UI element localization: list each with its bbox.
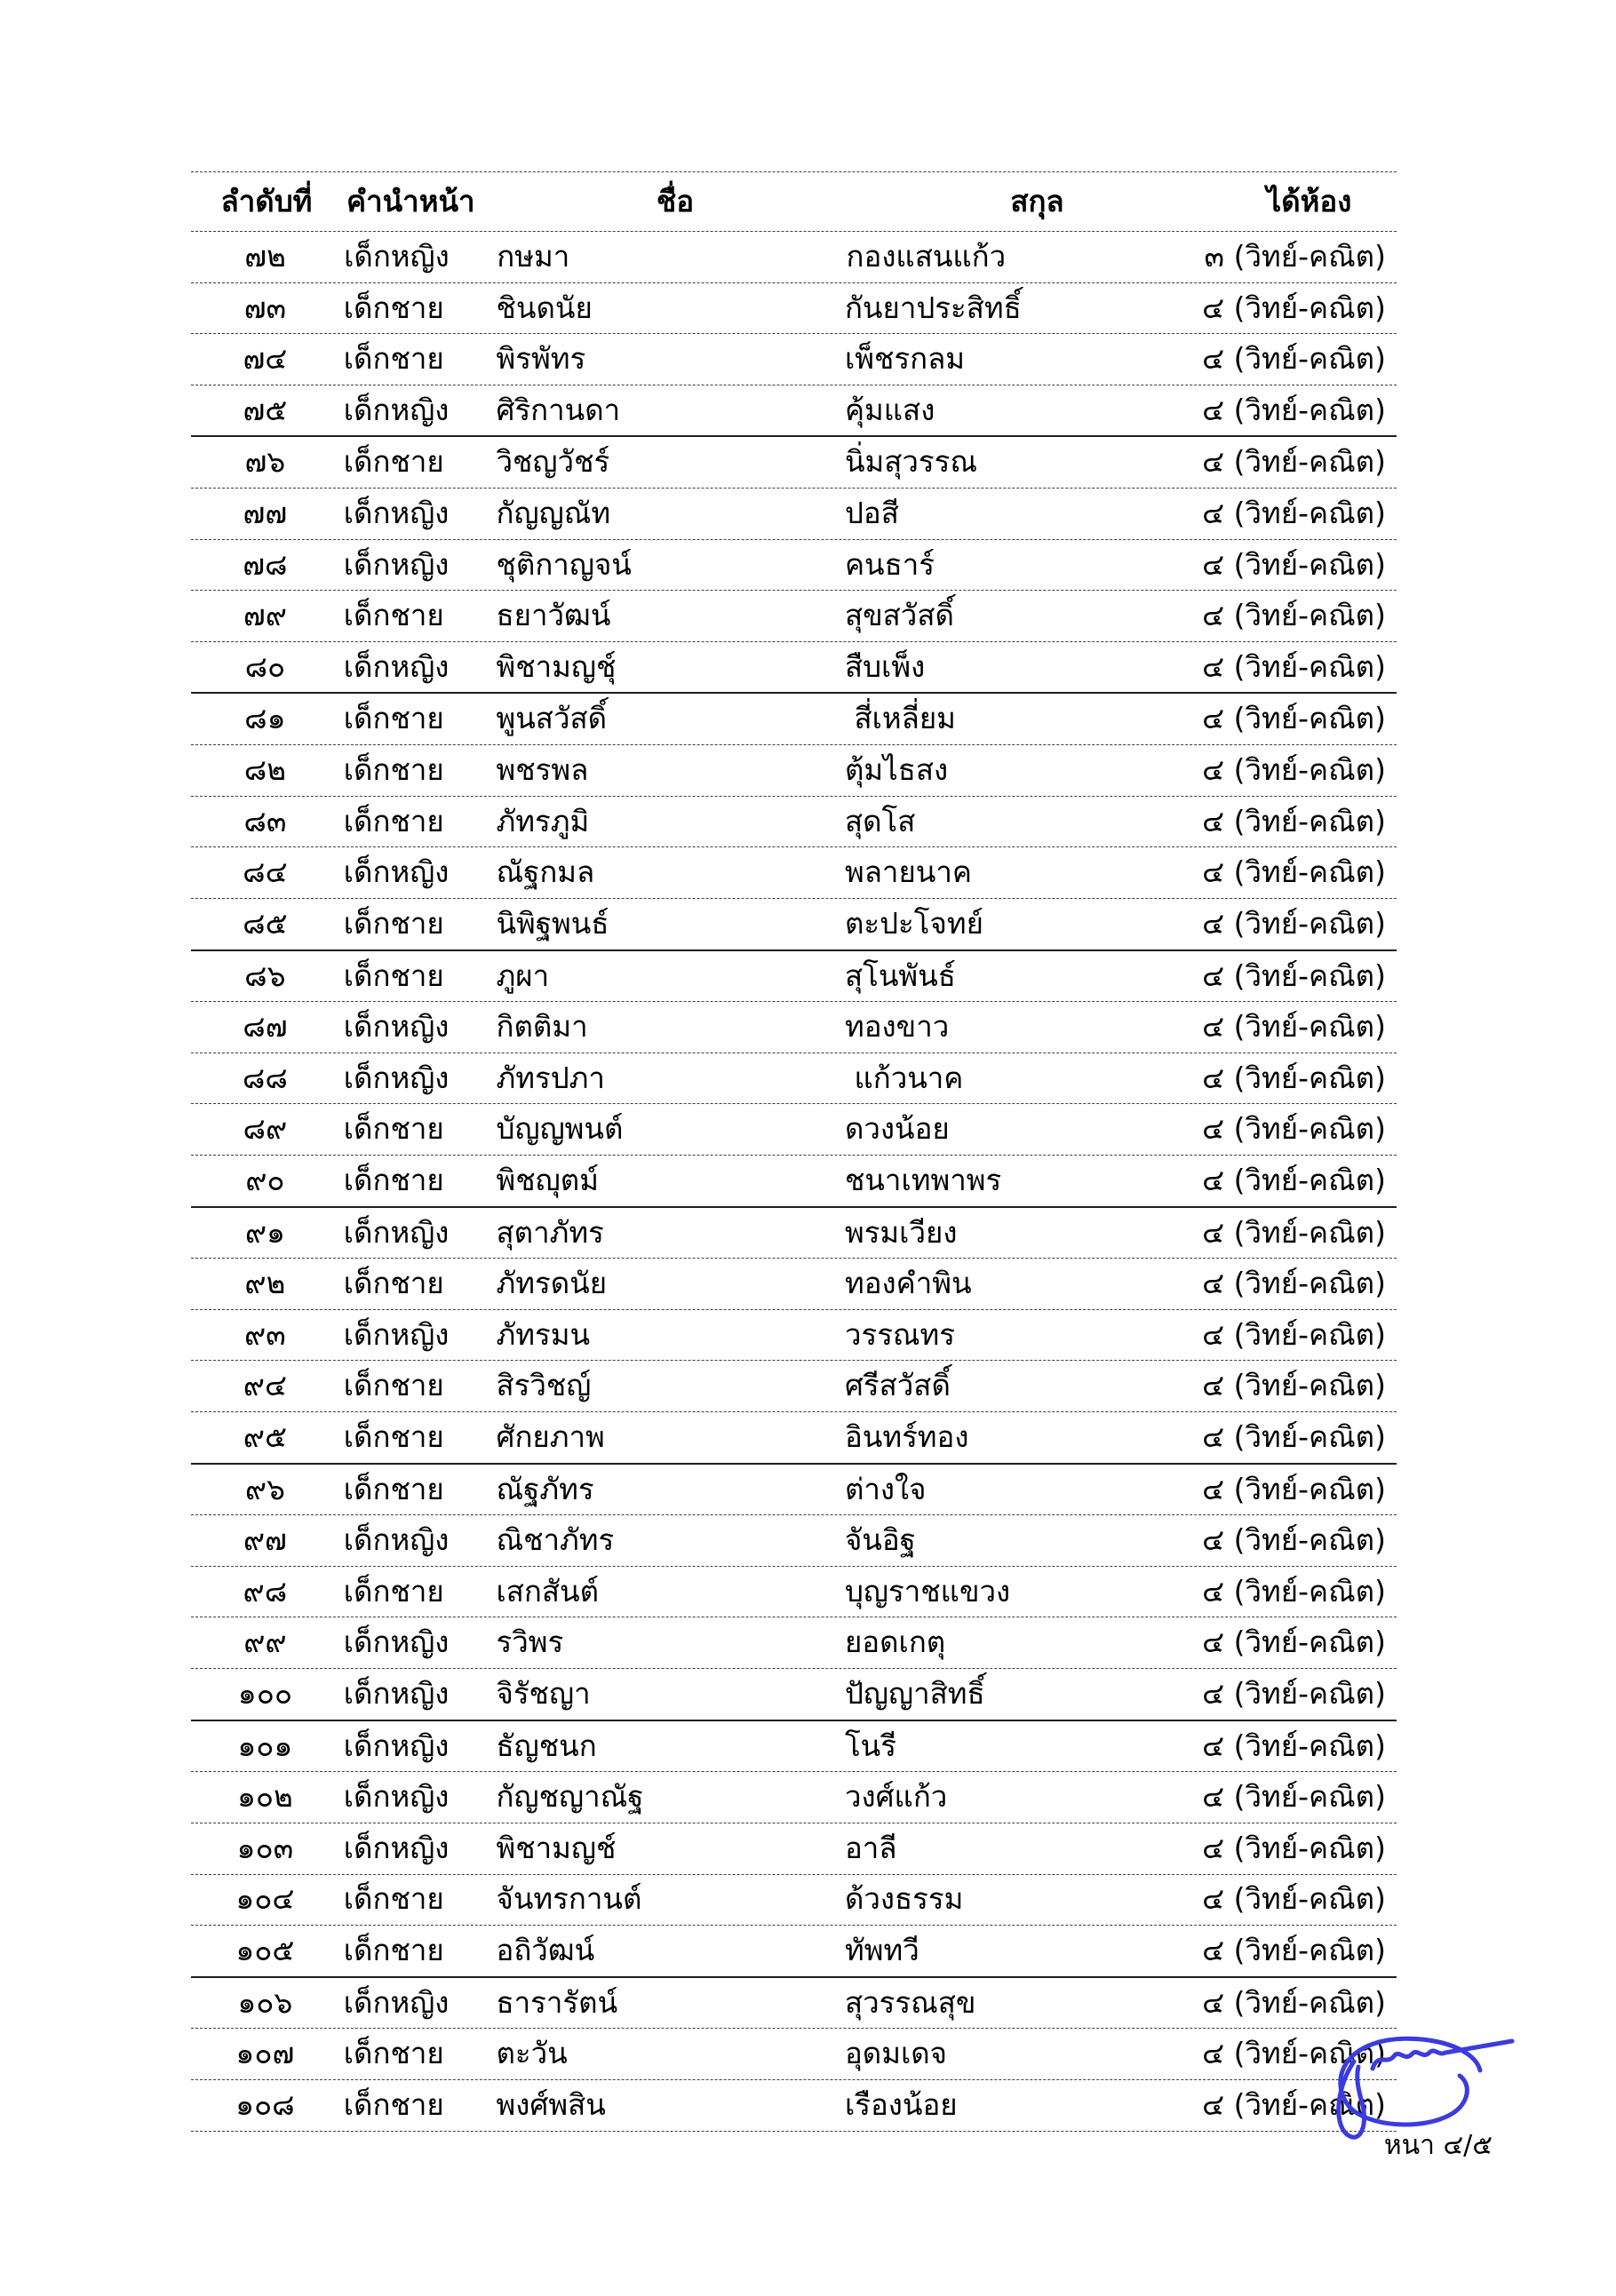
prefix-cell: เด็กชาย <box>343 1419 444 1454</box>
room-cell: ๔ (วิทย์-คณิต) <box>1202 1419 1386 1454</box>
prefix-cell: เด็กชาย <box>343 701 444 736</box>
table-row <box>191 283 1397 335</box>
surname-cell: สุขสวัสดิ์ <box>844 598 954 633</box>
first-name-cell: ธัญชนก <box>496 1728 597 1763</box>
first-name-cell: จิรัชญา <box>496 1676 591 1712</box>
prefix-cell: เด็กชาย <box>343 341 444 377</box>
surname-cell: ยอดเกตุ <box>844 1625 946 1660</box>
room-cell: ๔ (วิทย์-คณิต) <box>1202 598 1386 633</box>
row-number-cell: ๑๐๗ <box>235 2036 295 2071</box>
prefix-cell: เด็กชาย <box>343 905 444 941</box>
table-row <box>191 540 1397 592</box>
table-row <box>191 1412 1397 1465</box>
table-row <box>191 1875 1397 1927</box>
table-row <box>191 847 1397 899</box>
room-cell: ๔ (วิทย์-คณิต) <box>1202 701 1386 736</box>
prefix-cell: เด็กชาย <box>343 752 444 788</box>
room-cell: ๔ (วิทย์-คณิต) <box>1202 854 1386 890</box>
room-cell: ๔ (วิทย์-คณิต) <box>1202 2086 1386 2122</box>
row-number-cell: ๘๗ <box>243 1009 288 1045</box>
room-cell: ๔ (วิทย์-คณิต) <box>1202 1881 1386 1917</box>
room-cell: ๔ (วิทย์-คณิต) <box>1202 648 1386 684</box>
row-number-cell: ๗๔ <box>243 341 288 377</box>
prefix-cell: เด็กหญิง <box>343 546 450 582</box>
row-number-cell: ๑๐๒ <box>236 1779 293 1815</box>
surname-cell: อาลี <box>844 1830 897 1865</box>
prefix-cell: เด็กชาย <box>343 1266 444 1301</box>
row-number-cell: ๘๓ <box>243 803 287 838</box>
row-number-cell: ๗๗ <box>243 496 288 531</box>
first-name-cell: กษมา <box>497 238 570 274</box>
row-number-cell: ๑๐๓ <box>236 1830 294 1865</box>
table-row <box>191 1259 1397 1310</box>
first-name-cell: ศิริกานดา <box>496 392 621 427</box>
surname-cell: สุโนพันธ์ <box>844 957 956 993</box>
row-number-cell: ๘๕ <box>243 905 288 941</box>
prefix-cell: เด็กหญิง <box>343 648 450 684</box>
table-row <box>191 1978 1397 2030</box>
prefix-cell: เด็กชาย <box>343 290 444 325</box>
prefix-cell: เด็กหญิง <box>343 1676 450 1712</box>
prefix-cell: เด็กชาย <box>343 444 444 480</box>
first-name-cell: สิรวิชญ์ <box>496 1368 592 1403</box>
surname-cell: ชนาเทพาพร <box>844 1162 1002 1197</box>
first-name-cell: พิชามญช์ <box>496 1830 617 1865</box>
surname-cell: ตะปะโจทย์ <box>844 905 983 941</box>
room-cell: ๔ (วิทย์-คณิต) <box>1202 803 1386 838</box>
prefix-cell: เด็กชาย <box>343 1573 444 1609</box>
surname-cell: พลายนาค <box>844 854 972 890</box>
prefix-cell: เด็กหญิง <box>343 1522 450 1558</box>
prefix-cell: เด็กหญิง <box>343 1625 450 1660</box>
room-cell: ๓ (วิทย์-คณิต) <box>1204 238 1386 274</box>
first-name-cell: ธยาวัฒน์ <box>496 598 611 633</box>
first-name-cell: ภัทรปภา <box>496 1060 605 1095</box>
surname-cell: ศรีสวัสดิ์ <box>844 1368 951 1403</box>
room-cell: ๔ (วิทย์-คณิต) <box>1202 546 1386 582</box>
table-row <box>191 1465 1397 1516</box>
row-number-cell: ๘๘ <box>242 1060 288 1095</box>
prefix-cell: เด็กหญิง <box>343 1728 450 1763</box>
surname-cell: ต่างใจ <box>844 1471 927 1506</box>
table-row <box>191 1310 1397 1362</box>
student-table <box>191 171 1397 2132</box>
room-cell: ๔ (วิทย์-คณิต) <box>1202 290 1386 325</box>
row-number-cell: ๘๑ <box>244 701 286 736</box>
first-name-cell: บัญญพนต์ <box>496 1111 624 1147</box>
first-name-cell: ณัฐภัทร <box>496 1471 594 1506</box>
first-name-cell: ณัฐกมล <box>496 854 595 890</box>
first-name-cell: ณิชาภัทร <box>496 1522 615 1558</box>
surname-cell: ด้วงธรรม <box>844 1881 964 1917</box>
surname-cell: คนธาร์ <box>844 546 935 582</box>
row-number-cell: ๙๗ <box>243 1522 287 1558</box>
table-row <box>191 489 1397 540</box>
table-row <box>191 334 1397 385</box>
row-number-cell: ๗๕ <box>243 392 288 427</box>
surname-cell: แก้วนาค <box>844 1060 964 1095</box>
surname-cell: วรรณทร <box>844 1316 956 1352</box>
prefix-cell: เด็กชาย <box>343 957 444 993</box>
room-cell: ๔ (วิทย์-คณิต) <box>1202 1368 1386 1403</box>
column-header-room: ได้ห้อง <box>1266 183 1352 218</box>
prefix-cell: เด็กหญิง <box>344 238 450 274</box>
prefix-cell: เด็กชาย <box>343 1881 444 1917</box>
room-cell: ๔ (วิทย์-คณิต) <box>1202 1573 1386 1609</box>
prefix-cell: เด็กชาย <box>343 598 444 633</box>
surname-cell: ทองขาว <box>844 1009 950 1045</box>
room-cell: ๔ (วิทย์-คณิต) <box>1202 1984 1386 2020</box>
prefix-cell: เด็กชาย <box>343 2086 444 2122</box>
first-name-cell: พูนสวัสดิ์ <box>496 701 608 736</box>
room-cell: ๔ (วิทย์-คณิต) <box>1202 1625 1386 1660</box>
surname-cell: บุญราชแขวง <box>844 1573 1011 1609</box>
surname-cell: นิ่มสุวรรณ <box>844 444 978 480</box>
row-number-cell: ๗๓ <box>243 290 287 325</box>
first-name-cell: อถิวัฒน์ <box>496 1933 595 1968</box>
surname-cell: วงศ์แก้ว <box>844 1779 948 1815</box>
surname-cell: สี่เหลี่ยม <box>844 701 956 736</box>
table-row <box>191 1053 1397 1105</box>
prefix-cell: เด็กหญิง <box>343 392 450 427</box>
column-header-prefix: คำนำหน้า <box>346 183 475 218</box>
table-header-row <box>191 171 1397 232</box>
surname-cell: สุดโส <box>844 803 916 838</box>
table-row <box>191 642 1397 695</box>
table-row <box>191 951 1397 1003</box>
room-cell: ๔ (วิทย์-คณิต) <box>1202 1316 1386 1352</box>
first-name-cell: พิรพัทร <box>496 341 586 377</box>
table-row <box>191 1567 1397 1618</box>
row-number-cell: ๙๖ <box>244 1471 285 1506</box>
table-row <box>191 1617 1397 1669</box>
first-name-cell: พงศ์พสิน <box>496 2086 606 2122</box>
first-name-cell: ภัทรมน <box>496 1316 591 1352</box>
first-name-cell: ตะวัน <box>496 2036 568 2071</box>
prefix-cell: เด็กหญิง <box>343 1214 450 1250</box>
table-row <box>191 1926 1397 1978</box>
prefix-cell: เด็กหญิง <box>343 1779 450 1815</box>
room-cell: ๔ (วิทย์-คณิต) <box>1202 1676 1386 1712</box>
prefix-cell: เด็กหญิง <box>343 1984 450 2020</box>
row-number-cell: ๙๓ <box>244 1316 286 1352</box>
first-name-cell: พิชามญชุ์ <box>496 648 617 684</box>
surname-cell: อินทร์ทอง <box>844 1419 969 1454</box>
first-name-cell: สุตาภัทร <box>496 1214 604 1250</box>
surname-cell: สืบเพ็ง <box>844 648 926 684</box>
first-name-cell: จันทรกานต์ <box>496 1881 642 1917</box>
first-name-cell: กัญญณัท <box>496 496 611 531</box>
column-header-number: ลำดับที่ <box>220 183 313 218</box>
page-number: หนา ๔/๕ <box>1383 2130 1493 2161</box>
table-row <box>191 437 1397 489</box>
row-number-cell: ๑๐๐ <box>237 1676 292 1712</box>
first-name-cell: วิชญวัชร์ <box>496 444 610 480</box>
surname-cell: โนรี <box>844 1728 896 1763</box>
surname-cell: เรืองน้อย <box>844 2086 958 2122</box>
room-cell: ๔ (วิทย์-คณิต) <box>1202 444 1386 480</box>
row-number-cell: ๘๙ <box>243 1111 288 1147</box>
surname-cell: ปอสี <box>844 496 899 531</box>
first-name-cell: พชรพล <box>496 752 589 788</box>
row-number-cell: ๘๒ <box>243 752 286 788</box>
surname-cell: ปัญญาสิทธิ์ <box>844 1676 985 1712</box>
prefix-cell: เด็กหญิง <box>343 1060 450 1095</box>
prefix-cell: เด็กชาย <box>343 2036 444 2071</box>
room-cell: ๔ (วิทย์-คณิต) <box>1202 957 1386 993</box>
surname-cell: อุดมเดจ <box>844 2036 948 2071</box>
first-name-cell: นิพิฐพนธ์ <box>496 905 609 941</box>
table-row <box>191 591 1397 642</box>
column-header-firstname: ชื่อ <box>656 183 695 218</box>
row-number-cell: ๑๐๘ <box>235 2086 295 2122</box>
first-name-cell: ชุติกาญจน์ <box>496 546 632 582</box>
first-name-cell: กิตติมา <box>496 1009 588 1045</box>
table-row <box>191 1721 1397 1773</box>
prefix-cell: เด็กหญิง <box>343 1316 450 1352</box>
room-cell: ๔ (วิทย์-คณิต) <box>1202 1162 1386 1197</box>
surname-cell: ดวงน้อย <box>844 1111 950 1147</box>
room-cell: ๔ (วิทย์-คณิต) <box>1202 2036 1386 2071</box>
first-name-cell: ภัทรดนัย <box>496 1266 608 1301</box>
first-name-cell: ธารารัตน์ <box>496 1984 618 2020</box>
row-number-cell: ๑๐๑ <box>237 1728 293 1763</box>
table-row <box>191 797 1397 848</box>
table-row <box>191 899 1397 951</box>
row-number-cell: ๗๖ <box>244 444 286 480</box>
first-name-cell: ภูผา <box>496 957 550 993</box>
column-header-surname: สกุล <box>1010 183 1064 218</box>
row-number-cell: ๗๒ <box>244 238 286 274</box>
prefix-cell: เด็กชาย <box>343 1368 444 1403</box>
table-row <box>191 1361 1397 1412</box>
room-cell: ๔ (วิทย์-คณิต) <box>1202 905 1386 941</box>
room-cell: ๔ (วิทย์-คณิต) <box>1202 1060 1386 1095</box>
table-row <box>191 1104 1397 1156</box>
row-number-cell: ๘๔ <box>243 854 288 890</box>
row-number-cell: ๘๐ <box>244 648 286 684</box>
row-number-cell: ๗๙ <box>243 598 287 633</box>
room-cell: ๔ (วิทย์-คณิต) <box>1202 1933 1386 1968</box>
table-row <box>191 1208 1397 1259</box>
table-row <box>191 1772 1397 1823</box>
surname-cell: คุ้มแสง <box>844 392 935 427</box>
row-number-cell: ๙๔ <box>243 1368 287 1403</box>
table-row <box>191 1669 1397 1721</box>
first-name-cell: ภัทรภูมิ <box>496 803 590 838</box>
table-row <box>191 745 1397 797</box>
prefix-cell: เด็กหญิง <box>343 1009 450 1045</box>
prefix-cell: เด็กชาย <box>343 1933 444 1968</box>
row-number-cell: ๙๒ <box>244 1266 286 1301</box>
table-row <box>191 1002 1397 1053</box>
prefix-cell: เด็กชาย <box>343 1162 444 1197</box>
surname-cell: เพ็ชรกลม <box>844 341 966 377</box>
room-cell: ๔ (วิทย์-คณิต) <box>1202 752 1386 788</box>
table-row <box>191 694 1397 745</box>
room-cell: ๔ (วิทย์-คณิต) <box>1202 496 1386 531</box>
row-number-cell: ๙๐ <box>245 1162 285 1197</box>
first-name-cell: ชินดนัย <box>496 290 593 325</box>
room-cell: ๔ (วิทย์-คณิต) <box>1202 1522 1386 1558</box>
first-name-cell: เสกสันต์ <box>496 1573 600 1609</box>
first-name-cell: รวิพร <box>496 1625 564 1660</box>
room-cell: ๔ (วิทย์-คณิต) <box>1202 392 1386 427</box>
table-row <box>191 385 1397 438</box>
surname-cell: กันยาประสิทธิ์ <box>844 290 1022 325</box>
room-cell: ๔ (วิทย์-คณิต) <box>1202 1009 1386 1045</box>
surname-cell: ตุ้มไธสง <box>844 752 949 788</box>
prefix-cell: เด็กหญิง <box>343 1830 450 1865</box>
table-row <box>191 1823 1397 1875</box>
prefix-cell: เด็กหญิง <box>343 854 450 890</box>
row-number-cell: ๘๖ <box>244 957 286 993</box>
prefix-cell: เด็กชาย <box>343 1111 444 1147</box>
surname-cell: ทองคำพิน <box>844 1266 972 1301</box>
first-name-cell: กัญชญาณัฐ <box>496 1779 644 1815</box>
first-name-cell: พิชญุตม์ <box>496 1162 599 1197</box>
room-cell: ๔ (วิทย์-คณิต) <box>1202 1830 1386 1865</box>
table-row <box>191 2029 1397 2080</box>
prefix-cell: เด็กชาย <box>343 803 444 838</box>
room-cell: ๔ (วิทย์-คณิต) <box>1202 341 1386 377</box>
row-number-cell: ๗๘ <box>243 546 288 582</box>
prefix-cell: เด็กหญิง <box>343 496 450 531</box>
room-cell: ๔ (วิทย์-คณิต) <box>1202 1111 1386 1147</box>
row-number-cell: ๑๐๖ <box>237 1984 293 2020</box>
surname-cell: จันอิฐ <box>844 1522 916 1558</box>
room-cell: ๔ (วิทย์-คณิต) <box>1202 1471 1386 1506</box>
row-number-cell: ๙๕ <box>243 1419 287 1454</box>
prefix-cell: เด็กชาย <box>343 1471 444 1506</box>
table-row <box>191 2080 1397 2132</box>
surname-cell: พรมเวียง <box>844 1214 958 1250</box>
first-name-cell: ศักยภาพ <box>496 1419 605 1454</box>
room-cell: ๔ (วิทย์-คณิต) <box>1202 1779 1386 1815</box>
surname-cell: กองแสนแก้ว <box>846 238 1007 274</box>
row-number-cell: ๑๐๕ <box>235 1933 295 1968</box>
table-row <box>191 1156 1397 1208</box>
surname-cell: ทัพทวี <box>844 1933 919 1968</box>
row-number-cell: ๙๑ <box>244 1214 285 1250</box>
table-row <box>191 232 1397 283</box>
table-row <box>191 1515 1397 1567</box>
table-body <box>191 232 1397 2132</box>
room-cell: ๔ (วิทย์-คณิต) <box>1202 1214 1386 1250</box>
room-cell: ๔ (วิทย์-คณิต) <box>1202 1728 1386 1763</box>
row-number-cell: ๙๙ <box>243 1625 287 1660</box>
room-cell: ๔ (วิทย์-คณิต) <box>1202 1266 1386 1301</box>
row-number-cell: ๑๐๔ <box>235 1881 295 1917</box>
surname-cell: สุวรรณสุข <box>844 1984 976 2020</box>
row-number-cell: ๙๘ <box>243 1573 288 1609</box>
